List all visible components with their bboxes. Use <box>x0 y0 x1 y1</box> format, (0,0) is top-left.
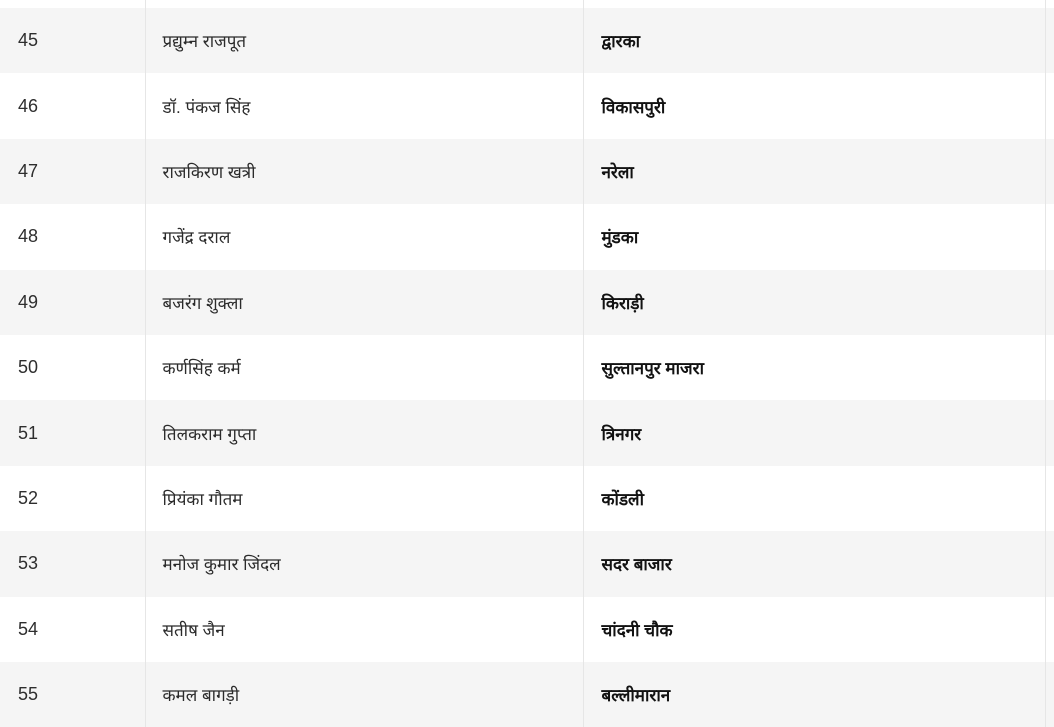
constituency-cell: द्वारका <box>583 8 1045 73</box>
serial-number-cell: 48 <box>0 204 145 269</box>
serial-number-cell <box>0 0 145 8</box>
table-edge-cell <box>1045 662 1054 727</box>
table-row <box>0 400 1054 465</box>
candidate-name-cell: राजकिरण खत्री <box>145 139 583 204</box>
candidate-name-cell: तिलकराम गुप्ता <box>145 400 583 465</box>
table-row <box>0 139 1054 204</box>
serial-number-cell: 45 <box>0 8 145 73</box>
constituency-cell: नरेला <box>583 139 1045 204</box>
candidate-name-cell: कर्णसिंह कर्म <box>145 335 583 400</box>
table-row <box>0 466 1054 531</box>
table-row <box>0 204 1054 269</box>
candidate-name-cell <box>145 0 583 8</box>
table-edge-cell <box>1045 0 1054 8</box>
table-edge-cell <box>1045 335 1054 400</box>
constituency-cell: किराड़ी <box>583 270 1045 335</box>
constituency-cell: सुल्तानपुर माजरा <box>583 335 1045 400</box>
table-row <box>0 270 1054 335</box>
table-row <box>0 8 1054 73</box>
constituency-cell: मुंडका <box>583 204 1045 269</box>
serial-number-cell: 51 <box>0 400 145 465</box>
candidate-name-cell: कमल बागड़ी <box>145 662 583 727</box>
constituency-cell: विकासपुरी <box>583 73 1045 138</box>
candidate-name-cell: सतीष जैन <box>145 597 583 662</box>
table-edge-cell <box>1045 8 1054 73</box>
table-row <box>0 531 1054 596</box>
serial-number-cell: 53 <box>0 531 145 596</box>
table-row <box>0 662 1054 727</box>
table-edge-cell <box>1045 73 1054 138</box>
table-edge-cell <box>1045 466 1054 531</box>
table-edge-cell <box>1045 270 1054 335</box>
serial-number-cell: 49 <box>0 270 145 335</box>
serial-number-cell: 54 <box>0 597 145 662</box>
serial-number-cell: 50 <box>0 335 145 400</box>
candidate-name-cell: मनोज कुमार जिंदल <box>145 531 583 596</box>
serial-number-cell: 52 <box>0 466 145 531</box>
table-row <box>0 335 1054 400</box>
serial-number-cell: 55 <box>0 662 145 727</box>
table-edge-cell <box>1045 531 1054 596</box>
table-edge-cell <box>1045 400 1054 465</box>
candidate-name-cell: डॉ. पंकज सिंह <box>145 73 583 138</box>
constituency-cell <box>583 0 1045 8</box>
table-edge-cell <box>1045 204 1054 269</box>
constituency-cell: सदर बाजार <box>583 531 1045 596</box>
constituency-cell: कोंडली <box>583 466 1045 531</box>
constituency-cell: बल्लीमारान <box>583 662 1045 727</box>
candidate-name-cell: प्रियंका गौतम <box>145 466 583 531</box>
table-edge-cell <box>1045 597 1054 662</box>
table-edge-cell <box>1045 139 1054 204</box>
constituency-cell: त्रिनगर <box>583 400 1045 465</box>
candidate-name-cell: गजेंद्र दराल <box>145 204 583 269</box>
table-row <box>0 73 1054 138</box>
table-row <box>0 597 1054 662</box>
candidate-name-cell: प्रद्युम्न राजपूत <box>145 8 583 73</box>
serial-number-cell: 46 <box>0 73 145 138</box>
serial-number-cell: 47 <box>0 139 145 204</box>
previous-row-partial <box>0 0 1054 8</box>
candidate-name-cell: बजरंग शुक्ला <box>145 270 583 335</box>
constituency-cell: चांदनी चौक <box>583 597 1045 662</box>
